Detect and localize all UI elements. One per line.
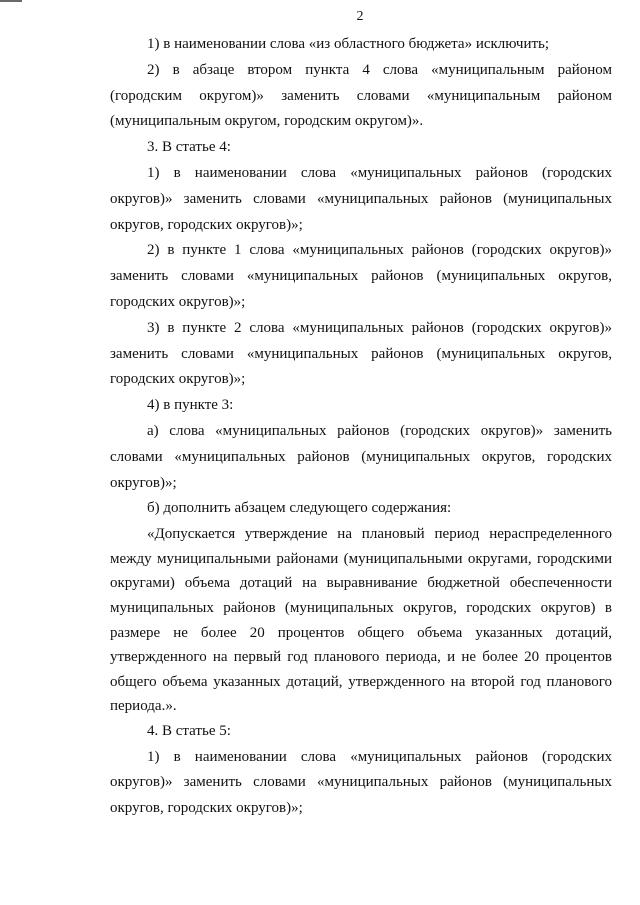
paragraph-1-2: 2) в абзаце втором пункта 4 слова «муниципальным районом (городским округом)» заменить словами «муниципальным районом (муниципальным округом, городским округом)».: [110, 61, 612, 130]
paragraph-4-3: 3) в пункте 2 слова «муниципальных районов (городских округов)» заменить словами «муниципальных районов (муниципальных округов, городских округов)»;: [110, 319, 612, 388]
paragraph-1-1: 1) в наименовании слова «из областного бюджета» исключить;: [147, 36, 550, 52]
paragraph-4-2: 2) в пункте 1 слова «муниципальных районов (городских округов)» заменить словами «муниципальных районов (муниципальных округов, городских округов)»;: [110, 242, 612, 310]
paragraph-4-4-a: а) слова «муниципальных районов (городских округов)» заменить словами «муниципальных районов (муниципальных округов, городских округов)»;: [110, 422, 612, 491]
paragraph-4-1: 1) в наименовании слова «муниципальных районов (городских округов)» заменить словами «муниципальных районов (муниципальных округов, городских округов)»;: [110, 164, 612, 233]
page-number: 2: [356, 9, 364, 24]
paragraph-4-4-b: б) дополнить абзацем следующего содержания:: [147, 500, 452, 517]
paragraph-4-4: 4) в пункте 3:: [147, 397, 234, 414]
article-5-heading: 4. В статье 5:: [147, 722, 231, 739]
article-4-heading: 3. В статье 4:: [147, 139, 231, 156]
paragraph-5-1: 1) в наименовании слова «муниципальных районов (городских округов)» заменить словами «муниципальных районов (муниципальных округов, городских округов)»;: [110, 748, 612, 817]
inserted-quote-paragraph: «Допускается утверждение на плановый период нераспределенного между муниципальными районами (муниципальными округами, городскими округами) объема дотаций на выравнивание бюджетной обеспеченности муниципальных районов (муниципальных округов, городских округов) в размере не более 20 процентов общего объема указанных дотаций, утвержденного на первый год планового периода, и не более 20 процентов общего объема указанных дотаций, утвержденного на второй год планового периода.».: [110, 526, 612, 715]
scan-corner-mark: [0, 0, 22, 2]
document-body: [110, 32, 612, 822]
